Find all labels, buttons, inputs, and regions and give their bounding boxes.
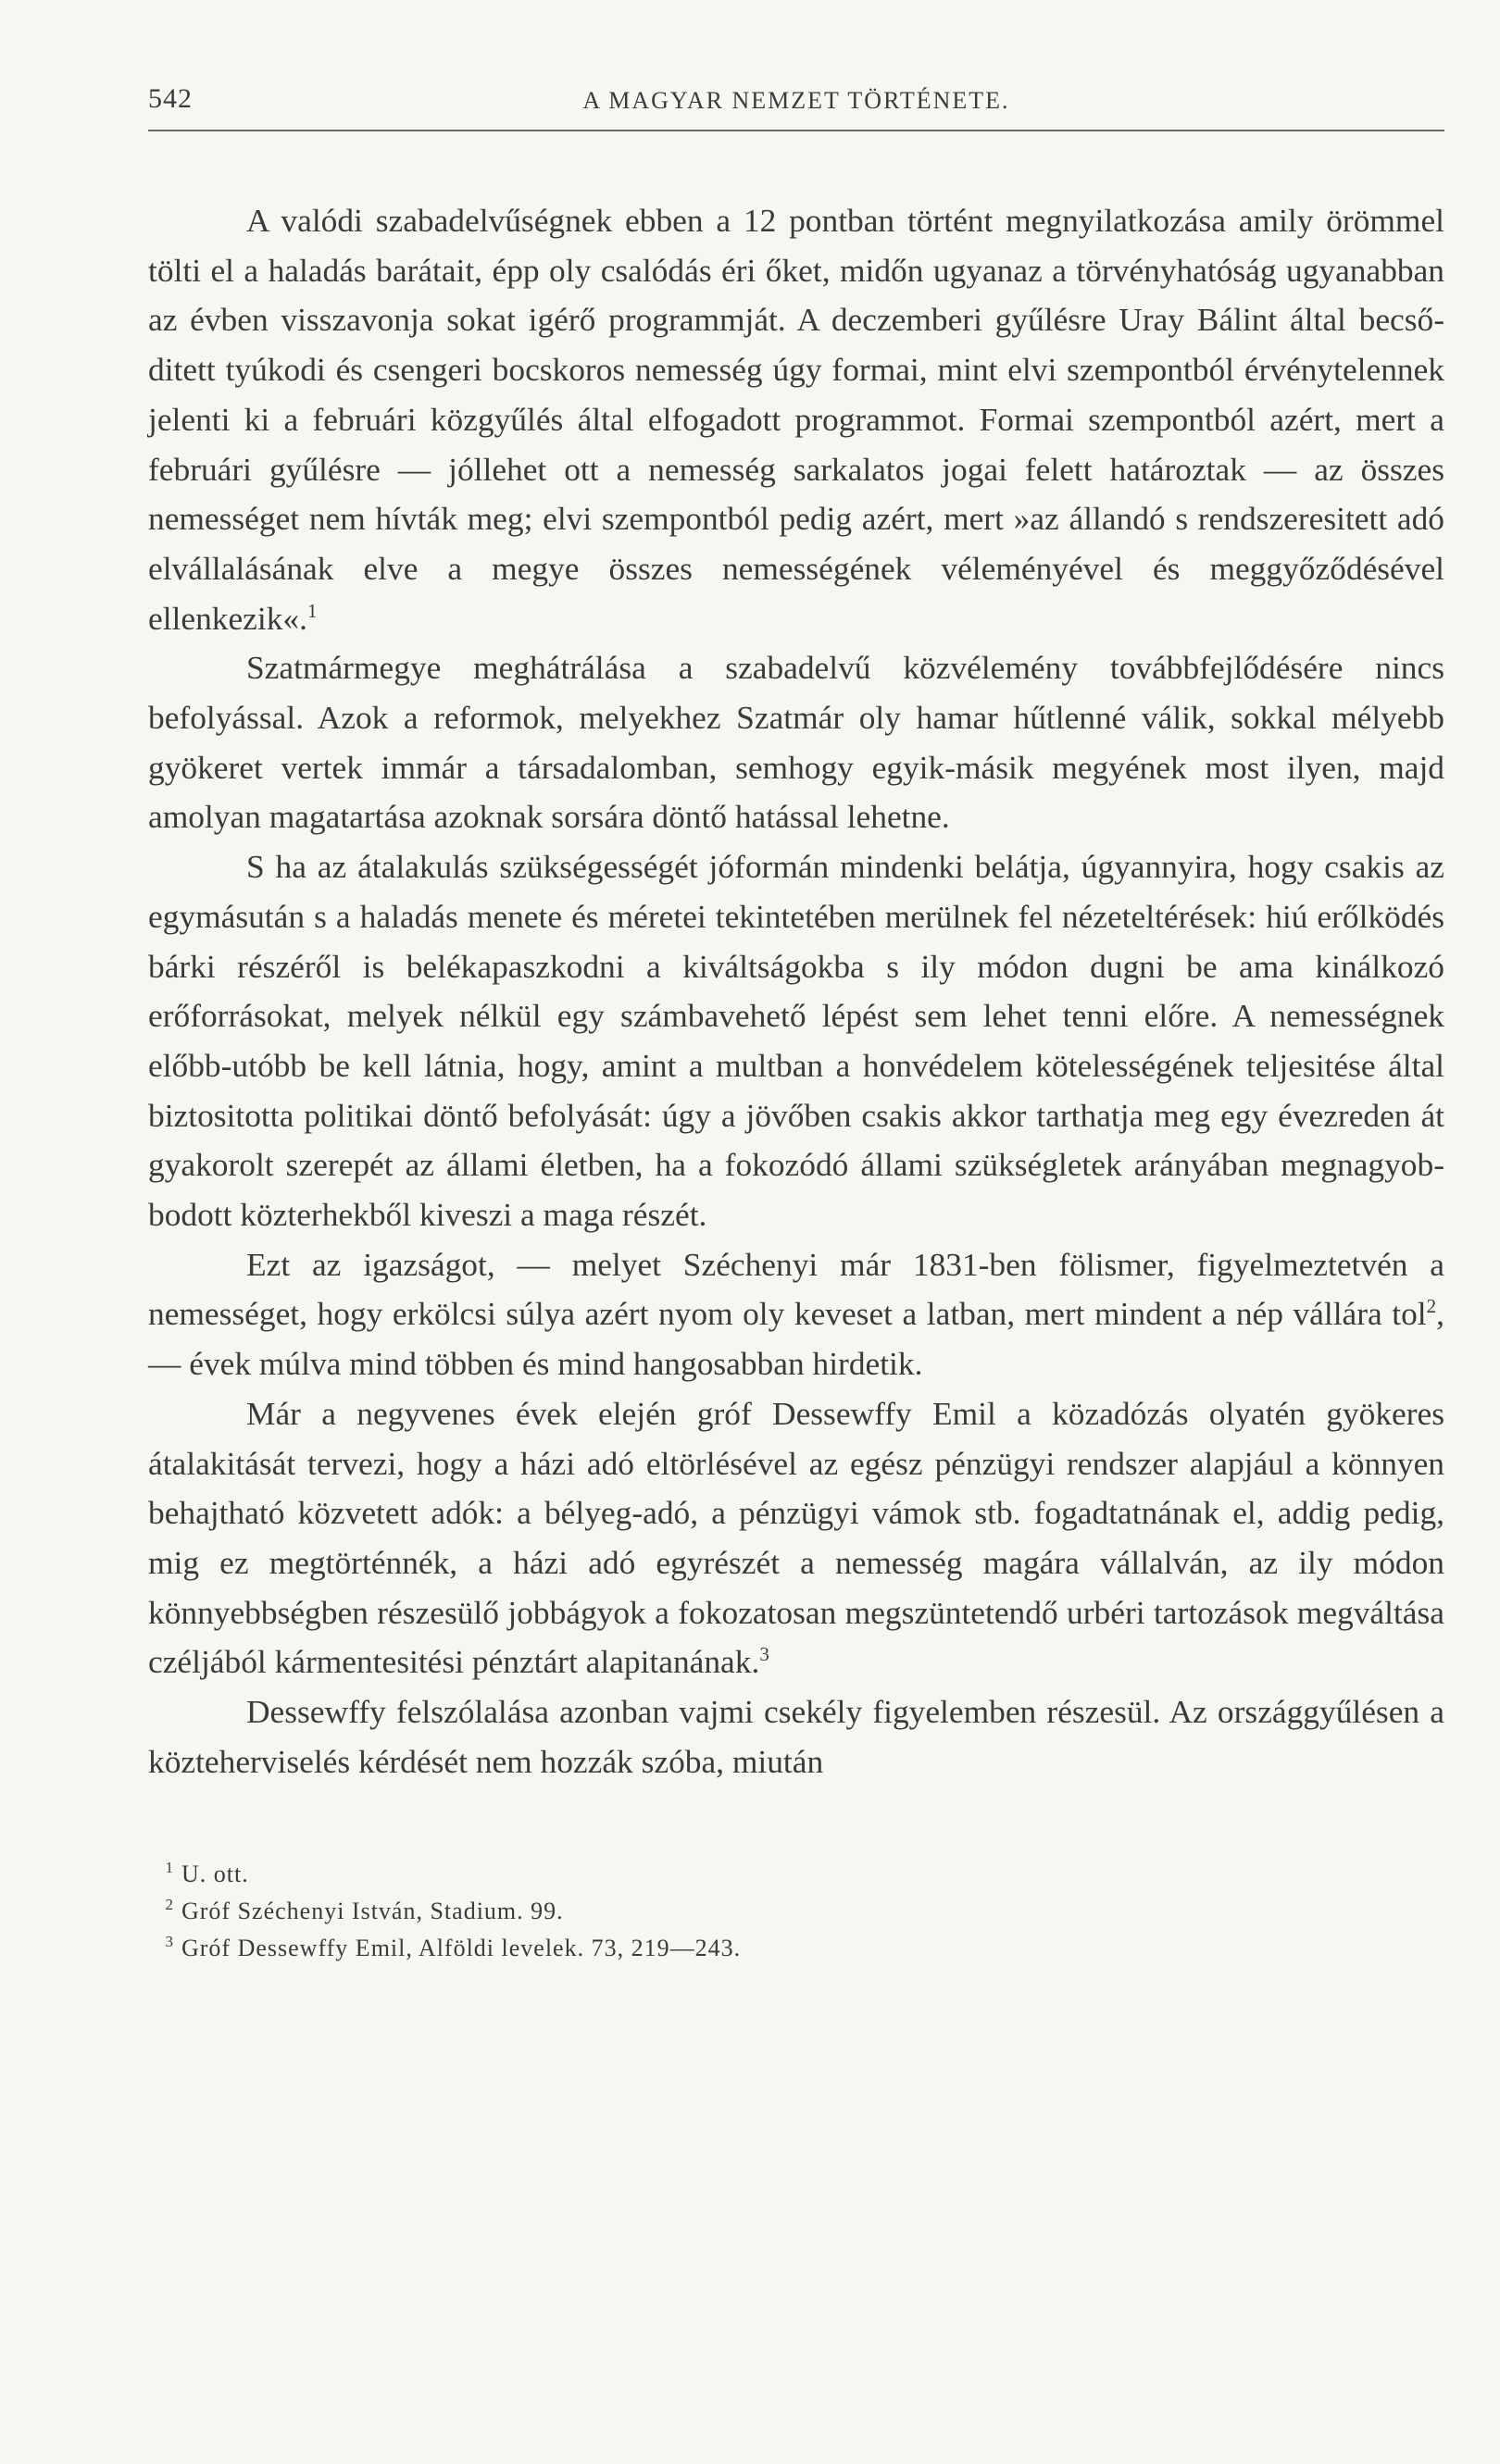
footnote-text: Gróf Dessewffy Emil, Alföldi levelek. 73, 219—243. — [181, 1934, 742, 1961]
paragraph-text: , — évek múlva mind többen és mind hangosabban hirdetik. — [148, 1295, 1444, 1383]
page-number: 542 — [148, 83, 193, 114]
paragraph — [148, 1389, 1444, 1687]
paragraph-text: Ezt az igazságot, — melyet Széchenyi már 1831-ben fölismer, figyelmeztetvén a nemességet, hogy erkölcsi súlya azért nyom oly keveset a latban, mert mindent a nép vállára tol — [148, 1245, 1444, 1333]
footnote-reference: 2 — [1426, 1295, 1437, 1318]
page-header — [148, 83, 1444, 131]
footnote-text: Gróf Széchenyi István, Stadium. 99. — [181, 1897, 564, 1924]
paragraph — [148, 643, 1444, 842]
footnote — [148, 1930, 1444, 1967]
footnote-mark: 1 — [165, 1858, 174, 1876]
footnote-reference: 3 — [759, 1643, 769, 1666]
paragraph — [148, 1687, 1444, 1786]
book-page — [148, 83, 1444, 1967]
paragraph-text: Már a negyvenes évek elején gróf Dessewffy Emil a közadózás olyatén gyökeres átalakitását tervezi, hogy a házi adó eltörlésével az egész pénzügyi rendszer alapjául a könnyen behajtható közvetett adók: a bélyeg-adó, a pénzügyi vámok stb. fogadtatnának el, addig pedig, mig ez megtörténnék, a házi adó egyrészét a nemesség magára vállalván, az ily módon könnyebbségben részesülő jobbágyok a fokozatosan megszüntetendő urbéri tartozások megváltása czéljából kármentesitési pénztárt alapitanának. — [148, 1394, 1444, 1681]
footnote-reference: 1 — [306, 599, 318, 622]
paragraph-text: A valódi szabadelvűségnek ebben a 12 pontban történt megnyilatkozása amily örömmel tölti el a haladás barátait, épp oly csalódás éri őket, midőn ugyanaz a törvényhatóság ugyanabban az évben visszavonja sokat igérő programmját. A deczemberi gyűlésre Uray Bálint által becsőditett tyúkodi és csengeri bocskoros nemesség úgy formai, mint elvi szempontból érvénytelennek jelenti ki a februári közgyűlés által elfogadott programmot. Formai szempontból azért, mert a februári gyűlésre — jóllehet ott a nemesség sarkalatos jogai felett határoztak — az összes nemességet nem hívták meg; elvi szempontból pedig azért, mert »az állandó s rendszeresitett adó elvállalásának elve a megye összes nemességének véleményével és meggyőződésével ellenkezik«. — [148, 202, 1444, 637]
paragraph — [148, 196, 1444, 643]
footnote — [148, 1893, 1444, 1930]
footnote — [148, 1856, 1444, 1893]
footnotes — [148, 1856, 1444, 1967]
running-title: A MAGYAR NEMZET TÖRTÉNETE. — [582, 87, 1010, 114]
paragraph-text: S ha az átalakulás szükségességét jóformán mindenki belátja, úgyannyira, hogy csakis az egymásután s a haladás menete és méretei tekintetében merülnek fel nézeteltérések: hiú erőlködés bárki részéről is belékapaszkodni a kiváltságokba s ily módon dugni be ama kinálkozó erőforrásokat, melyek nélkül egy számbavehető lépést sem lehet tenni előre. A nemességnek előbb-utóbb be kell látnia, hogy, amint a multban a honvédelem kötelességének teljesitése által biztositotta politikai döntő befolyását: úgy a jövőben csakis akkor tarthatja meg egy évezreden át gyakorolt szerepét az állami életben, ha a fokozódó állami szükségletek arányában megnagyobbodott közterhekből kiveszi a maga részét. — [148, 848, 1444, 1234]
paragraph-text: Dessewffy felszólalása azonban vajmi csekély figyelemben részesül. Az országgyűlésen a közteherviselés kérdését nem hozzák szóba, miután — [148, 1693, 1444, 1780]
body-text — [148, 196, 1444, 1787]
footnote-text: U. ott. — [181, 1860, 249, 1887]
paragraph — [148, 842, 1444, 1240]
paragraph — [148, 1240, 1444, 1389]
footnote-mark: 3 — [165, 1932, 174, 1950]
footnote-mark: 2 — [165, 1895, 174, 1913]
paragraph-text: Szatmármegye meghátrálása a szabadelvű közvélemény továbbfejlődésére nincs befolyással. Azok a reformok, melyekhez Szatmár oly hamar hűtlenné válik, sokkal mélyebb gyökeret vertek immár a társadalomban, semhogy egyik-másik megyének most ilyen, majd amolyan magatartása azoknak sorsára döntő hatással lehetne. — [148, 649, 1444, 836]
